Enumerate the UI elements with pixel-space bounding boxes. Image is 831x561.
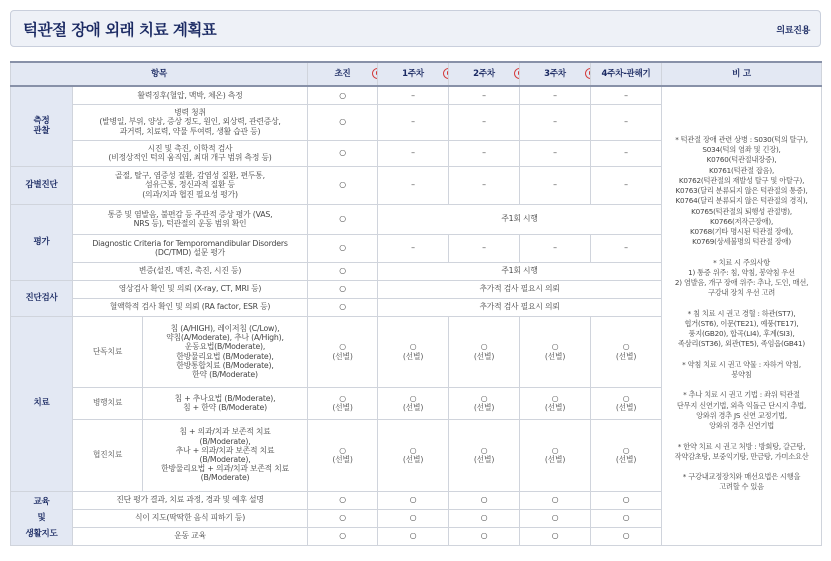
cell-optional: ○ (선별) xyxy=(520,316,591,387)
col-header-week-1: 1주차 xyxy=(378,62,449,86)
item-imaging: 영상검사 확인 및 의뢰 (X-ray, CT, MRI 등) xyxy=(73,280,308,298)
cell-optional: ○ (선별) xyxy=(591,419,662,491)
cell-optional: ○ (선별) xyxy=(308,419,378,491)
section-label-differential: 감별진단 xyxy=(11,166,73,204)
remark-disease-codes: * 턱관절 장애 관련 상병 : S030(턱의 탈구), S034(턱의 염좌 및 긴장), K0760(턱관절내장증), K0761(턱관절 잡음), K0762(턱관절의 재발성 탈구 및 아탈구), K0763(달리 분류되지 않은 턱관절의 통증), K0764(달리 분류되지 않은 턱관절의 경직), K0765(턱관절의 퇴행성 관절병), K0766(저작근장애), K0768(기타 명시된 턱관절 장애), K0769(상세불명의 턱관절 장애) xyxy=(675,135,808,247)
next-arrow-icon xyxy=(585,68,591,79)
item-history-taking: 병력 청취 (발병일, 부위, 양상, 증상 정도, 원인, 외상력, 관련증상, 과거력, 치료력, 약물 투여력, 생활 습관 등) xyxy=(73,104,308,140)
cell-mark: – xyxy=(378,140,449,166)
cell-mark: ○ xyxy=(591,491,662,509)
cell-mark: ○ xyxy=(449,509,520,527)
cell-mark: ○ xyxy=(520,491,591,509)
cell-optional: ○ (선별) xyxy=(378,387,449,419)
section-label-education: 교육 및 생활지도 xyxy=(11,491,73,545)
cell-optional: ○ (선별) xyxy=(378,419,449,491)
cell-mark: – xyxy=(520,166,591,204)
weekly-note: 주1회 시행 xyxy=(378,204,662,234)
cell-mark: – xyxy=(378,166,449,204)
treatment-single-label: 단독치료 xyxy=(73,316,143,387)
treatment-collaborative-desc: 침 + 의과/치과 보존적 치료 (B/Moderate), 추나 + 의과/치과 보존적 치료 (B/Moderate), 한방물리요법 + 의과/치과 보존적 치료 (B/Moderate) xyxy=(143,419,308,491)
cell-mark: ○ xyxy=(520,527,591,545)
cell-optional: ○ (선별) xyxy=(449,316,520,387)
cell-mark: ○ xyxy=(591,527,662,545)
audience-badge: 의료진용 xyxy=(776,26,810,36)
remark-precautions: * 치료 시 주의사항 1) 통증 위주: 침, 약침, 봉약침 우선 2) 염발음, 개구 장애 위주: 추나, 도인, 매선, 구강내 장치 우선 고려 xyxy=(674,257,809,298)
page-header xyxy=(10,10,821,47)
col-header-week-0: 초진 xyxy=(308,62,378,86)
treatment-concurrent-desc: 침 + 추나요법 (B/Moderate), 침 + 한약 (B/Moderate) xyxy=(143,387,308,419)
cell-mark: – xyxy=(378,234,449,262)
cell-mark: ○ xyxy=(308,527,378,545)
cell-mark: – xyxy=(520,104,591,140)
cell-mark: – xyxy=(591,86,662,104)
section-label-measure: 측정 관찰 xyxy=(11,86,73,166)
cell-mark: – xyxy=(378,104,449,140)
item-symptom-eval: 통증 및 염발음, 불편감 등 주관적 증상 평가 (VAS, NRS 등), 턱관절의 운동 범위 확인 xyxy=(73,204,308,234)
remark-acupoints: * 침 치료 시 권고 경혈 : 하관(ST7), 협거(ST6), 이문(TE21), 예풍(TE17), 풍지(GB20), 합곡(LI4), 후계(SI3), 족삼리(ST36), 외관(TE5), 족임읍(GB41) xyxy=(678,308,806,349)
item-exercise-education: 운동 교육 xyxy=(73,527,308,545)
cell-mark: – xyxy=(449,140,520,166)
cell-mark: – xyxy=(449,104,520,140)
cell-optional: ○ (선별) xyxy=(520,419,591,491)
remark-herbal: * 한약 치료 시 권고 처방 : 방회탕, 갈근탕, 작약감초탕, 보중익기탕, 만금탕, 가미소요산 xyxy=(674,441,809,461)
cell-mark: ○ xyxy=(378,527,449,545)
cell-mark: – xyxy=(520,234,591,262)
cell-mark: ○ xyxy=(308,140,378,166)
cell-mark: ○ xyxy=(308,234,378,262)
cell-mark: – xyxy=(378,86,449,104)
cell-mark: ○ xyxy=(378,509,449,527)
cell-optional: ○ (선별) xyxy=(520,387,591,419)
cell-mark: – xyxy=(449,234,520,262)
cell-optional: ○ (선별) xyxy=(449,387,520,419)
cell-mark: ○ xyxy=(308,298,378,316)
item-physical-exam: 시진 및 촉진, 이학적 검사 (비정상적인 턱의 움직임, 최대 개구 범위 측정 등) xyxy=(73,140,308,166)
cell-mark: – xyxy=(449,166,520,204)
cell-optional: ○ (선별) xyxy=(378,316,449,387)
cell-mark: ○ xyxy=(449,491,520,509)
item-explanation: 진단 평가 결과, 치료 과정, 경과 및 예후 설명 xyxy=(73,491,308,509)
item-dc-tmd: Diagnostic Criteria for Temporomandibular Disorders (DC/TMD) 설문 평가 xyxy=(73,234,308,262)
item-pattern-id: 변증(설진, 맥진, 촉진, 시진 등) xyxy=(73,262,308,280)
cell-mark: ○ xyxy=(308,280,378,298)
treatment-plan-table xyxy=(10,61,822,546)
item-vital-signs: 활력징후(혈압, 맥박, 체온) 측정 xyxy=(73,86,308,104)
cell-mark: ○ xyxy=(308,509,378,527)
cell-mark: ○ xyxy=(378,491,449,509)
cell-mark: ○ xyxy=(308,166,378,204)
remark-pharmacopuncture: * 약침 치료 시 권고 약물 : 자하거 약침, 봉약침 xyxy=(682,359,801,380)
col-header-week-3: 3주차 xyxy=(520,62,591,86)
referral-note: 추가적 검사 필요시 의뢰 xyxy=(378,298,662,316)
cell-optional: ○ (선별) xyxy=(308,316,378,387)
remark-devices: * 구강내교정장치와 매선요법은 시행을 고려할 수 있음 xyxy=(682,472,801,492)
cell-mark: ○ xyxy=(591,509,662,527)
cell-mark: – xyxy=(449,86,520,104)
cell-mark: ○ xyxy=(308,262,378,280)
cell-mark: ○ xyxy=(308,204,378,234)
treatment-single-desc: 침 (A/HIGH), 레이저침 (C/Low), 약침(A/Moderate), 추나 (A/High), 운동요법(B/Moderate), 한방물리요법 (B/Moderate), 한방통합치료 (B/Moderate), 한약 (B/Moderate) xyxy=(143,316,308,387)
section-label-evaluation: 평가 xyxy=(11,204,73,280)
item-diet-guidance: 식이 지도(딱딱한 음식 피하기 등) xyxy=(73,509,308,527)
treatment-collaborative-label: 협진치료 xyxy=(73,419,143,491)
col-header-remarks: 비 고 xyxy=(662,62,822,86)
remark-chuna: * 추나 치료 시 권고 기법 : 좌위 턱관절 단무지 신연기법, 외측 익돌근 단시지 추법, 앙와위 경추 JS 신연 교정기법, 앙와위 경추 신연기법 xyxy=(676,390,807,431)
treatment-concurrent-label: 병행치료 xyxy=(73,387,143,419)
cell-mark: – xyxy=(591,104,662,140)
referral-note: 추가적 검사 필요시 의뢰 xyxy=(378,280,662,298)
col-header-week-2: 2주차 xyxy=(449,62,520,86)
cell-optional: ○ (선별) xyxy=(308,387,378,419)
cell-mark: ○ xyxy=(308,491,378,509)
cell-mark: – xyxy=(591,234,662,262)
cell-mark: ○ xyxy=(308,104,378,140)
cell-mark: – xyxy=(591,166,662,204)
cell-mark: ○ xyxy=(449,527,520,545)
cell-mark: ○ xyxy=(308,86,378,104)
item-blood-test: 혈액학적 검사 확인 및 의뢰 (RA factor, ESR 등) xyxy=(73,298,308,316)
cell-mark: – xyxy=(520,140,591,166)
col-header-week-4: 4주차-관해기 xyxy=(591,62,662,86)
cell-optional: ○ (선별) xyxy=(591,316,662,387)
col-header-item: 항목 xyxy=(11,62,308,86)
cell-mark: – xyxy=(520,86,591,104)
cell-optional: ○ (선별) xyxy=(591,387,662,419)
cell-mark: – xyxy=(591,140,662,166)
section-label-diagnostic-test: 진단검사 xyxy=(11,280,73,316)
remarks-column xyxy=(662,86,822,545)
weekly-note: 주1회 시행 xyxy=(378,262,662,280)
page-title: 턱관절 장애 외래 치료 계획표 xyxy=(23,21,217,39)
cell-mark: ○ xyxy=(520,509,591,527)
section-label-treatment: 치료 xyxy=(11,316,73,491)
item-differential-dx: 골절, 탈구, 염증성 질환, 감염성 질환, 편두통, 섬유근통, 정신과적 질환 등 (의과/치과 협진 필요성 평가) xyxy=(73,166,308,204)
cell-optional: ○ (선별) xyxy=(449,419,520,491)
